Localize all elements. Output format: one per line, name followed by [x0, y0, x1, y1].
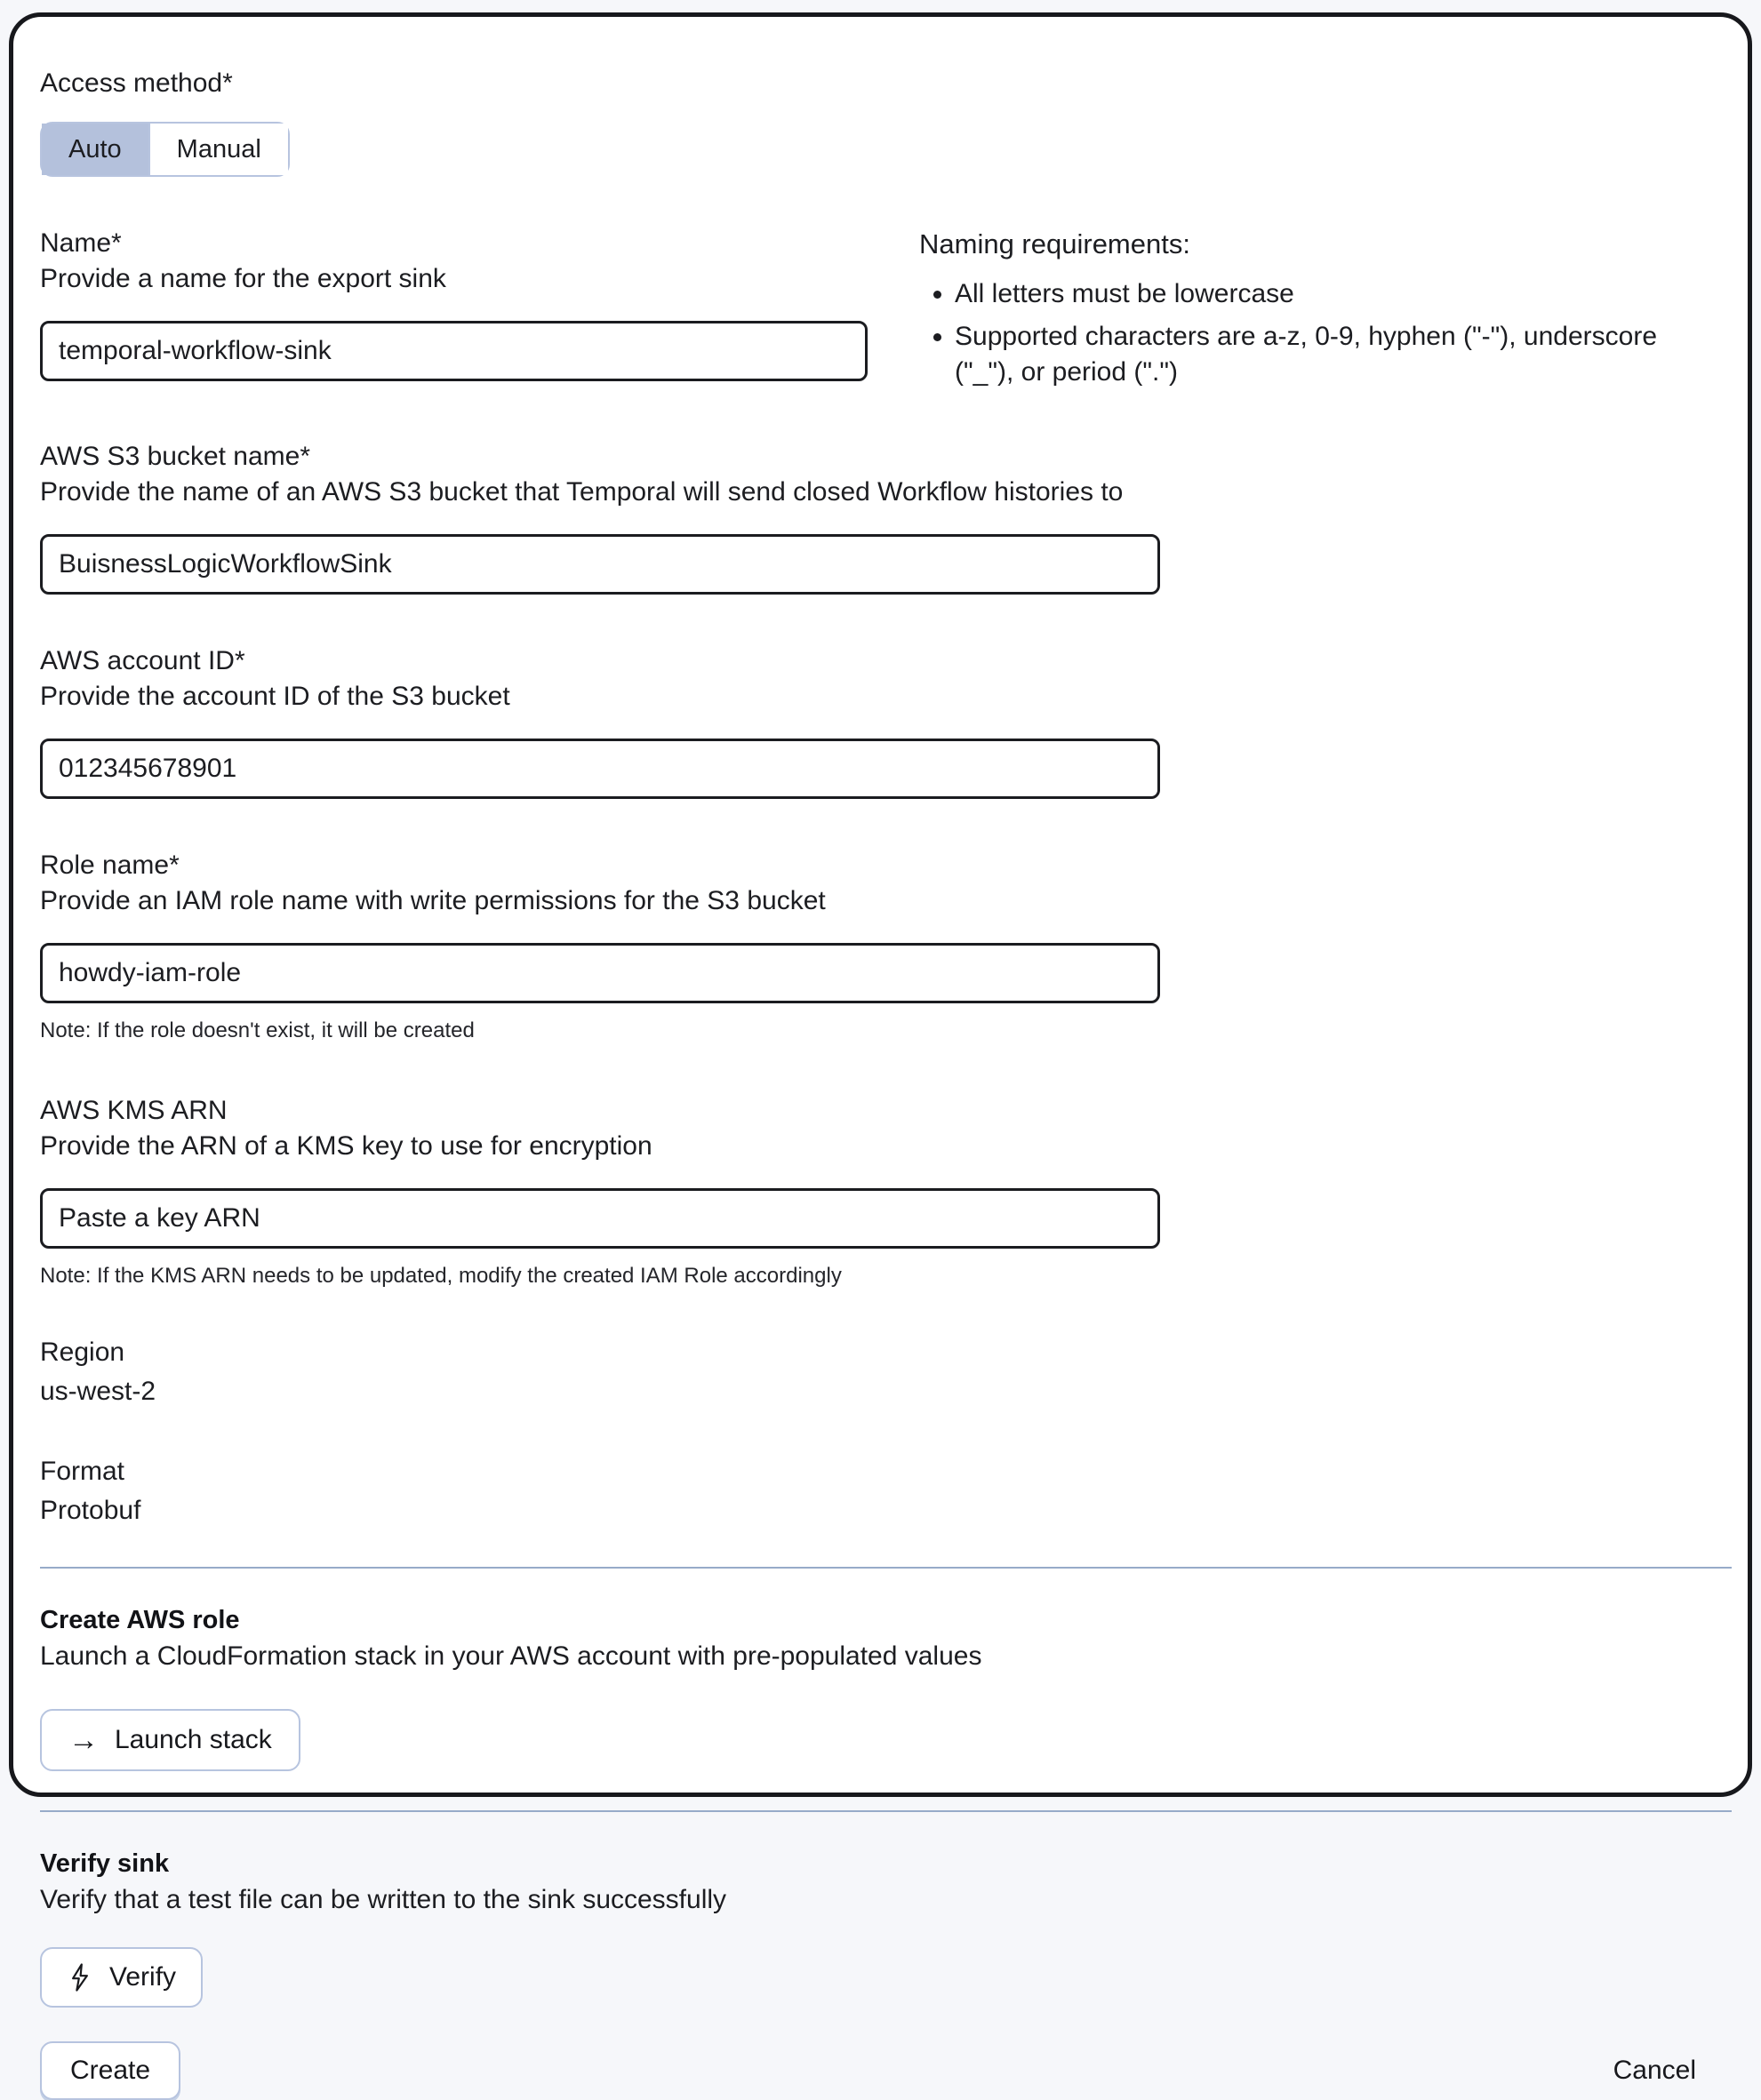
account-id-label: AWS account ID*: [40, 646, 245, 675]
verify-button-label: Verify: [109, 1962, 177, 1992]
role-name-note: Note: If the role doesn't exist, it will be created: [40, 1018, 475, 1042]
launch-stack-button-label: Launch stack: [115, 1725, 272, 1754]
name-label: Name*: [40, 228, 122, 258]
name-and-requirements-row: [40, 227, 1721, 390]
access-method-option-auto[interactable]: Auto: [42, 124, 148, 175]
account-id-field-group: [40, 644, 1721, 799]
naming-requirements-title: Naming requirements:: [919, 228, 1190, 260]
account-id-description: Provide the account ID of the S3 bucket: [40, 682, 510, 711]
naming-requirements-list: [919, 276, 1712, 390]
role-name-label: Role name*: [40, 850, 180, 880]
kms-arn-description: Provide the ARN of a KMS key to use for encryption: [40, 1131, 652, 1161]
create-aws-role-title: Create AWS role: [40, 1606, 240, 1634]
role-name-field-group: [40, 849, 1721, 1044]
region-group: [40, 1336, 1721, 1409]
naming-requirement-item: • All letters must be lowercase: [955, 276, 1712, 312]
region-label: Region: [40, 1337, 125, 1367]
role-name-description: Provide an IAM role name with write permissions for the S3 bucket: [40, 886, 826, 915]
kms-arn-field-group: [40, 1094, 1721, 1290]
verify-sink-section: [40, 1848, 1721, 2008]
name-description: Provide a name for the export sink: [40, 264, 446, 293]
account-id-input[interactable]: [40, 739, 1160, 799]
arrow-right-icon: →: [68, 1723, 99, 1757]
access-method-option-manual[interactable]: Manual: [148, 124, 288, 175]
launch-stack-button[interactable]: [40, 1709, 300, 1771]
section-divider: [40, 1810, 1732, 1812]
s3-bucket-field-group: [40, 440, 1721, 595]
create-button-label: Create: [70, 2056, 151, 2085]
role-name-input[interactable]: [40, 943, 1160, 1003]
create-aws-role-description: Launch a CloudFormation stack in your AWS account with pre-populated values: [40, 1641, 982, 1671]
s3-bucket-label: AWS S3 bucket name*: [40, 442, 311, 471]
s3-bucket-description: Provide the name of an AWS S3 bucket that Temporal will send closed Workflow histories to: [40, 477, 1124, 507]
export-sink-form-card: [9, 12, 1752, 2085]
naming-requirement-item: • Supported characters are a-z, 0-9, hyphen ("-"), underscore ("_"), or period ("."): [955, 319, 1712, 390]
verify-button[interactable]: [40, 1947, 203, 2008]
access-method-toggle[interactable]: [40, 122, 290, 177]
region-value: us-west-2: [40, 1377, 156, 1406]
section-divider: [40, 1567, 1732, 1569]
name-field-group: [40, 227, 868, 390]
verify-sink-title: Verify sink: [40, 1849, 170, 1878]
format-group: [40, 1455, 1721, 1528]
form-actions: [40, 2041, 1721, 2100]
s3-bucket-input[interactable]: [40, 534, 1160, 595]
kms-arn-note: Note: If the KMS ARN needs to be updated, modify the created IAM Role accordingly: [40, 1264, 842, 1288]
kms-arn-label: AWS KMS ARN: [40, 1096, 228, 1125]
naming-requirements: [868, 227, 1721, 390]
format-value: Protobuf: [40, 1496, 141, 1525]
create-aws-role-section: [40, 1604, 1721, 1771]
lightning-icon: [67, 1962, 93, 1992]
create-button[interactable]: [40, 2041, 180, 2100]
cancel-button[interactable]: Cancel: [1613, 2056, 1696, 2085]
name-input[interactable]: [40, 321, 868, 381]
format-label: Format: [40, 1457, 125, 1486]
access-method-label: Access method*: [40, 68, 233, 98]
verify-sink-description: Verify that a test file can be written to the sink successfully: [40, 1885, 727, 1914]
kms-arn-input[interactable]: [40, 1188, 1160, 1249]
